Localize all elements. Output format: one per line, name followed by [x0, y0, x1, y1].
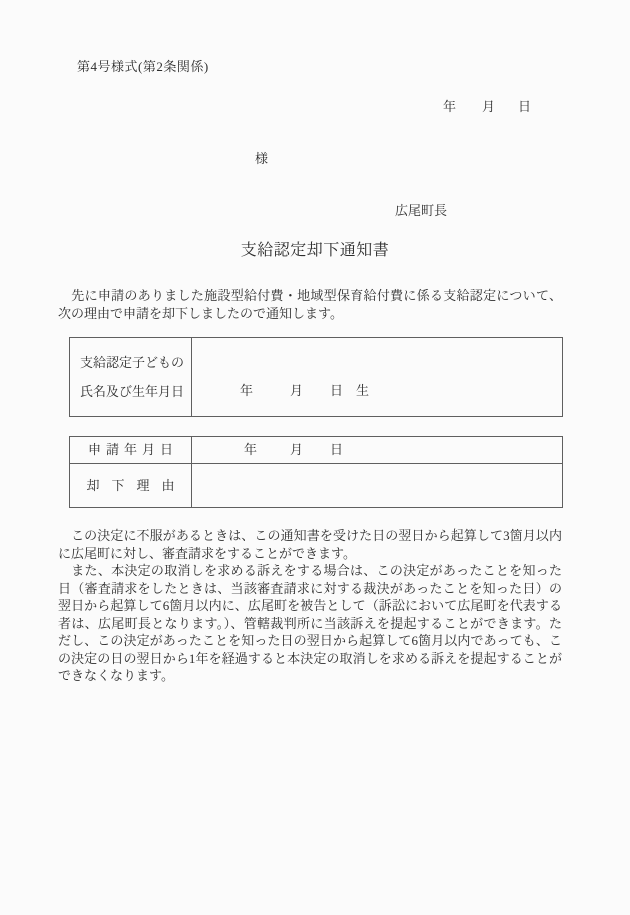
issue-date-line: [0, 99, 630, 114]
intro-paragraph: 先に申請のありました施設型給付費・地域型保育給付費に係る支給認定について、次の理由で申請を却下しましたので通知します。: [58, 288, 562, 321]
child-birthdate-field: [192, 338, 562, 416]
appeal-notice-paragraph: この決定に不服があるときは、この通知書を受けた日の翌日から起算して3箇月以内に広尾町に対し、審査請求をすることができます。: [58, 528, 562, 561]
application-date-field: [192, 437, 562, 463]
addressee-honorific: 様: [255, 151, 269, 166]
rejection-reason-label: 却下理由: [86, 477, 187, 493]
issuer-name: 広尾町長: [395, 203, 448, 218]
child-info-label-line1: 支給認定子どもの: [80, 355, 185, 370]
lawsuit-notice-paragraph: また、本決定の取消しを求める訴えをする場合は、この決定があったことを知った日（審査請求をしたときは、当該審査請求に対する裁決があったことを知った日）の翌日から起算して6箇月以内に、広尾町を被告として（訴訟において広尾町を代表する者は、広尾町長となります。）、管轄裁判所に当該訴えを提起することができます。ただし、この決定があったことを知った日の翌日から起算して6箇月以内であっても、この決定の日の翌日から1年を経過すると本決定の取消しを求める訴えを提起することができなくなります。: [58, 563, 562, 683]
rejection-reason-label-cell: [70, 464, 192, 507]
birthdate-day-label: 日: [330, 383, 344, 398]
child-info-table: [69, 337, 563, 417]
application-date-label-cell: [70, 437, 192, 463]
child-info-label-cell: [70, 338, 192, 416]
legal-notes: [58, 527, 562, 685]
application-table: [69, 436, 563, 508]
application-date-day-label: 日: [330, 442, 344, 457]
issue-date-year-label: 年: [443, 99, 457, 114]
child-info-label-line2: 氏名及び生年月日: [80, 384, 185, 399]
issue-date-month-label: 月: [482, 99, 496, 114]
birthdate-month-label: 月: [290, 383, 304, 398]
rejection-reason-field: [192, 464, 562, 507]
application-date-label: 申請年月日: [87, 442, 178, 458]
form-number: 第4号様式(第2条関係): [77, 59, 209, 74]
document-title: 支給認定却下通知書: [240, 242, 390, 259]
application-date-month-label: 月: [290, 442, 304, 457]
issue-date-day-label: 日: [518, 99, 532, 114]
application-date-year-label: 年: [244, 442, 258, 457]
application-date-row: [70, 437, 562, 464]
rejection-reason-row: [70, 464, 562, 507]
birthdate-born-suffix: 生: [356, 383, 370, 398]
birthdate-year-label: 年: [240, 383, 254, 398]
